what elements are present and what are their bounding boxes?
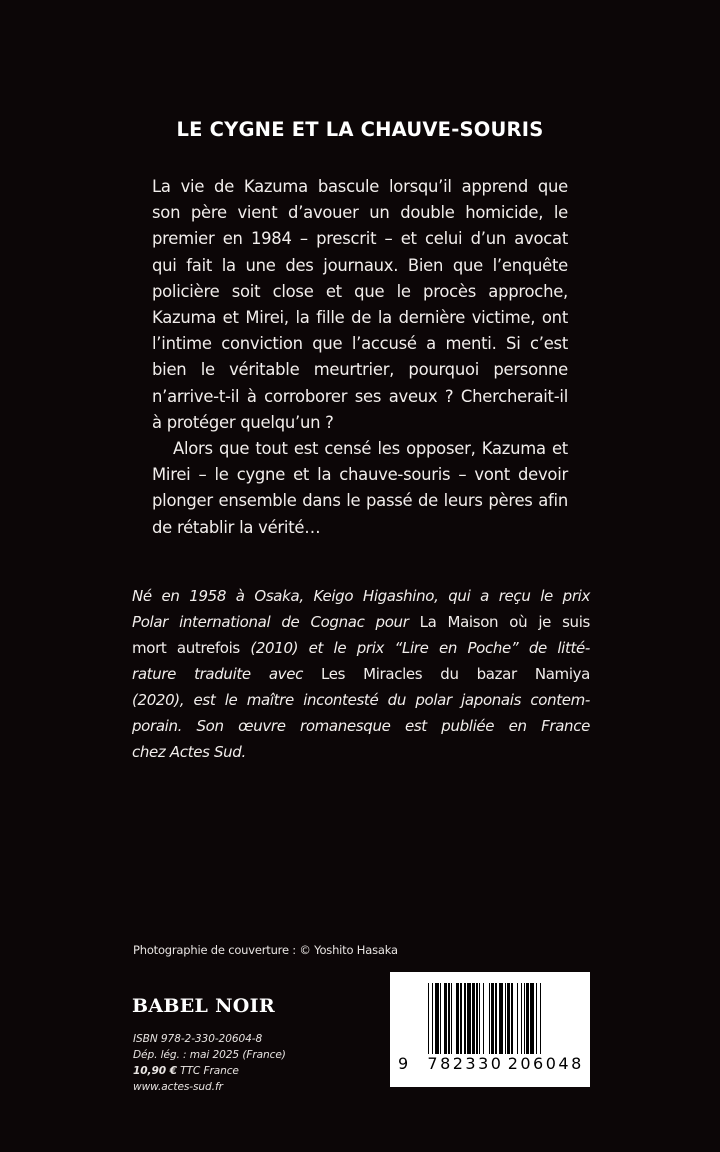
summary-line: Alors que tout est censé les opposer, Kazuma et <box>173 439 568 459</box>
summary-line: l’intime conviction que l’accusé a menti. Si c’est <box>152 334 568 354</box>
summary-paragraph-1 <box>152 174 568 436</box>
summary-paragraph-2 <box>152 436 568 541</box>
bio-line: chez Actes Sud. <box>132 743 246 761</box>
bio-line: rature traduite avec Les Miracles du bazar Namiya <box>132 665 591 683</box>
publication-meta <box>133 1031 286 1095</box>
summary-line: Kazuma et Mirei, la fille de la dernière victime, ont <box>152 308 568 328</box>
book-title: LE CYGNE ET LA CHAUVE-SOURIS <box>176 118 544 141</box>
isbn-barcode <box>390 972 590 1087</box>
price: 10,90 € <box>133 1065 177 1077</box>
summary-line: n’arrive-t-il à corroborer ses aveux ? Chercherait-il <box>152 386 568 406</box>
bio-line: mort autrefois (2010) et le prix “Lire en Poche” de litté- <box>132 639 590 657</box>
author-bio <box>132 583 590 765</box>
collection-logo: BABEL NOIR <box>132 995 275 1017</box>
book-title-ref: La Maison où je suis <box>419 613 590 631</box>
summary-line: qui fait la une des journaux. Bien que l’enquête <box>152 255 568 275</box>
summary-line: de rétablir la vérité… <box>152 517 321 537</box>
legal-deposit: Dép. lég. : mai 2025 (France) <box>133 1049 286 1061</box>
summary-line: La vie de Kazuma bascule lorsqu’il apprend que <box>152 177 568 196</box>
book-title-ref: Les Miracles du bazar Namiya <box>321 665 591 683</box>
summary-line: policière soit close et que le procès approche, <box>152 281 568 301</box>
photo-credit: Photographie de couverture : © Yoshito Hasaka <box>133 943 398 957</box>
bio-line: porain. Son œuvre romanesque est publiée en France <box>132 717 590 735</box>
book-title-ref: mort autrefois <box>132 639 251 657</box>
price-line: 10,90 € TTC France <box>133 1065 239 1077</box>
summary-text <box>152 174 568 541</box>
isbn: ISBN 978-2-330-20604-8 <box>133 1033 263 1045</box>
bio-line: Né en 1958 à Osaka, Keigo Higashino, qui a reçu le prix <box>132 587 590 605</box>
summary-line: Mirei – le cygne et la chauve-souris – vont devoir <box>152 465 568 485</box>
barcode-digits: 9 782330 206048 <box>398 1054 584 1073</box>
summary-line: bien le véritable meurtrier, pourquoi personne <box>152 360 568 380</box>
summary-line: à protéger quelqu’un ? <box>152 412 334 432</box>
summary-line: son père vient d’avouer un double homicide, le <box>152 203 568 223</box>
summary-line: plonger ensemble dans le passé de leurs pères afin <box>152 491 568 511</box>
bio-line: (2020), est le maître incontesté du polar japonais contem- <box>132 691 590 709</box>
website: www.actes-sud.fr <box>133 1081 223 1093</box>
summary-line: premier en 1984 – prescrit – et celui d’un avocat <box>152 229 568 249</box>
bio-line: Polar international de Cognac pour La Maison où je suis <box>132 613 590 631</box>
